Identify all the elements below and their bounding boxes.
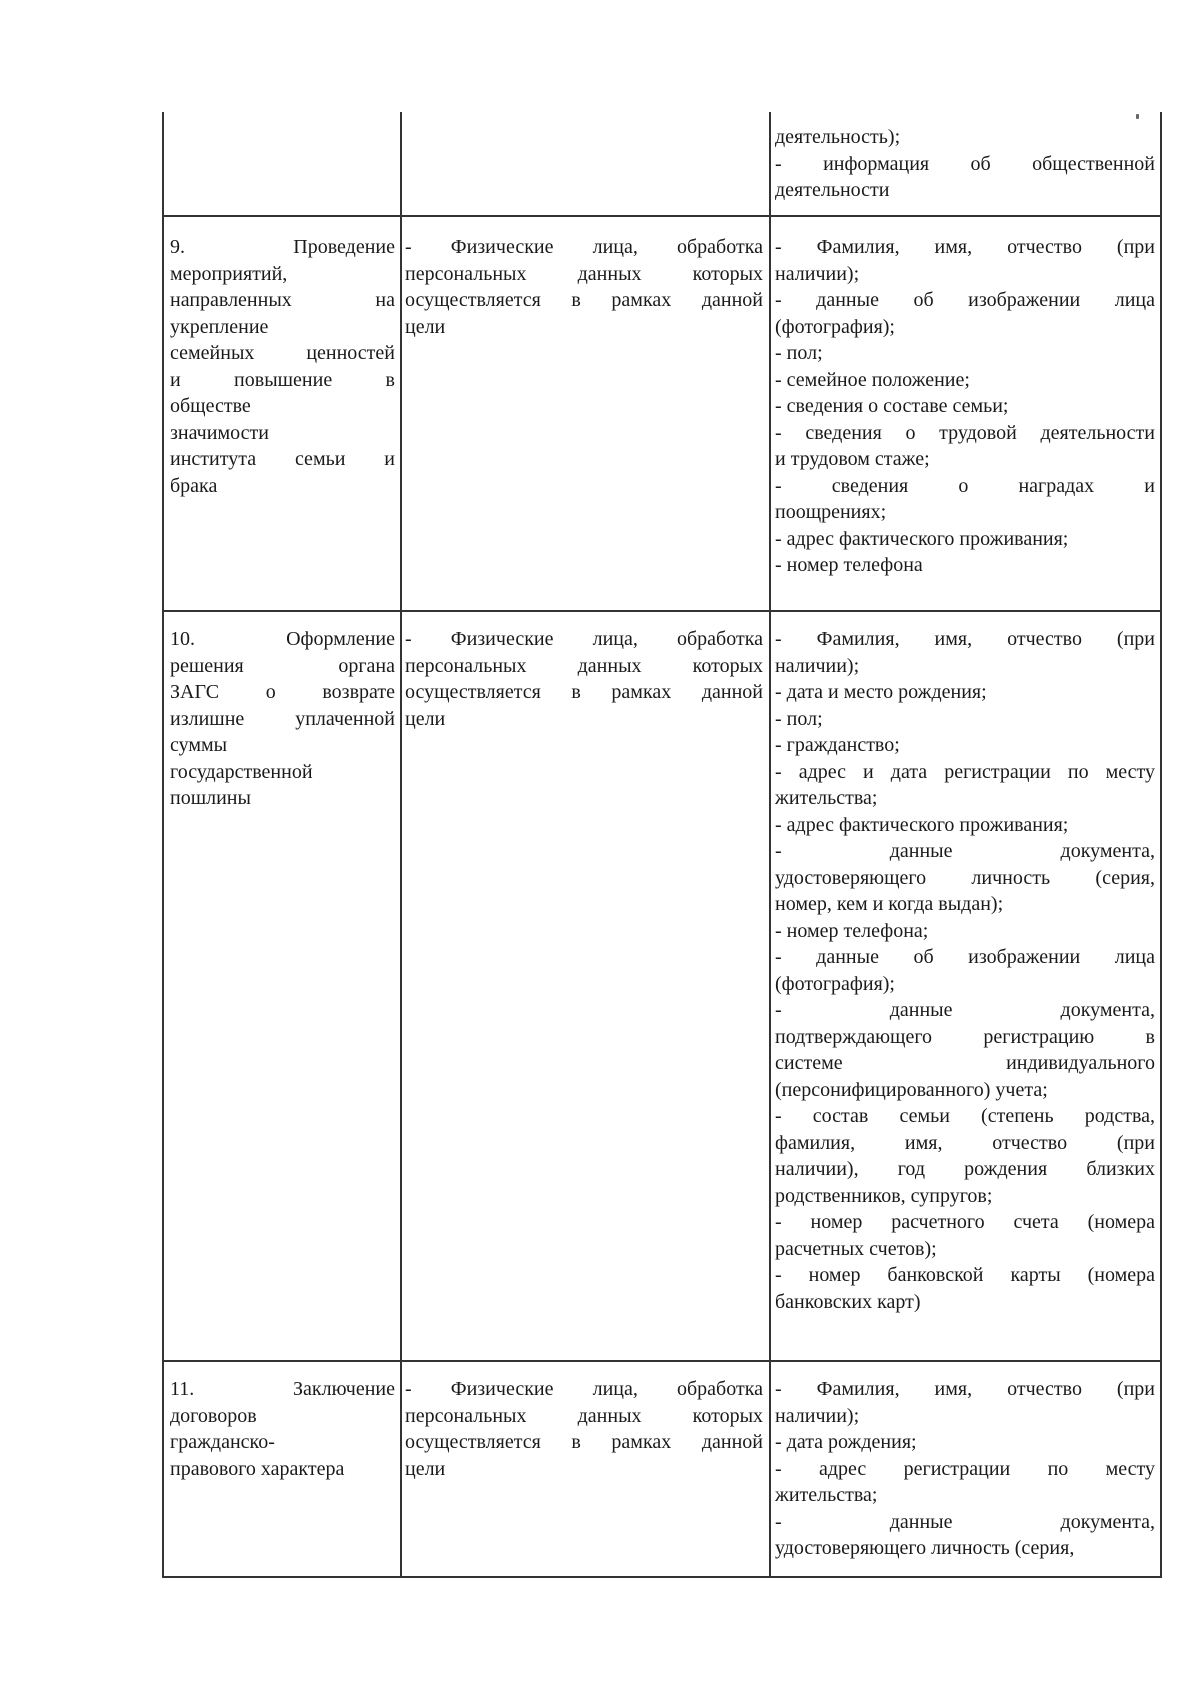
cell-line: 10. Оформление — [170, 628, 395, 650]
cell-line: - дата рождения; — [775, 1431, 917, 1453]
table-cell-data — [775, 1376, 1155, 1562]
cell-line: поощрениях; — [775, 501, 887, 523]
cell-line: - состав семьи (степень родства, — [775, 1105, 1155, 1127]
cell-line: цели — [405, 707, 446, 730]
cell-line: родственников, супругов; — [775, 1184, 993, 1207]
table-cell-purpose — [170, 1376, 395, 1482]
cell-line: номер, кем и когда выдан); — [775, 893, 1004, 915]
table-border-left — [162, 112, 164, 1578]
cell-line: - пол; — [775, 342, 823, 364]
cell-line: персональных данных которых — [405, 1404, 763, 1427]
cell-line: наличии); — [775, 1404, 860, 1427]
cell-line: - данные документа, — [775, 999, 1155, 1021]
cell-line: - информация об общественной — [775, 152, 1155, 175]
cell-line: - номер расчетного счета (номера — [775, 1211, 1155, 1233]
cell-line: брака — [170, 474, 218, 497]
cell-line: - номер телефона — [775, 554, 923, 576]
cell-line: деятельность); — [775, 126, 901, 148]
cell-line: наличии), год рождения близких — [775, 1158, 1155, 1180]
cell-line: - сведения о наградах и — [775, 474, 1155, 497]
cell-line: - номер телефона; — [775, 919, 929, 942]
cell-line: осуществляется в рамках данной — [405, 1431, 763, 1453]
cell-line: наличии); — [775, 262, 860, 285]
cell-line: жительства; — [775, 787, 878, 809]
cell-line: расчетных счетов); — [775, 1237, 937, 1260]
cell-line: (персонифицированного) учета; — [775, 1078, 1048, 1101]
table-row-divider — [162, 1360, 1162, 1362]
cell-line: гражданско- — [170, 1431, 275, 1453]
cell-line: государственной — [170, 760, 313, 783]
cell-line: семейных ценностей — [170, 342, 395, 364]
cell-line: решения органа — [170, 654, 395, 677]
cell-line: - Физические лица, обработка — [405, 628, 763, 650]
cell-line: - Физические лица, обработка — [405, 236, 763, 258]
cell-line: - Физические лица, обработка — [405, 1378, 763, 1400]
cell-line: деятельности — [775, 179, 890, 201]
cell-line: - адрес фактического проживания; — [775, 527, 1069, 550]
cell-line: значимости — [170, 421, 269, 444]
cell-line: осуществляется в рамках данной — [405, 289, 763, 311]
cell-line: - сведения о трудовой деятельности — [775, 421, 1155, 444]
cell-line: осуществляется в рамках данной — [405, 681, 763, 703]
cell-line: - сведения о составе семьи; — [775, 395, 1009, 417]
cell-line: пошлины — [170, 787, 251, 809]
cell-line: укрепление — [170, 315, 269, 338]
table-cell-data — [775, 234, 1155, 579]
cell-line: - данные об изображении лица — [775, 946, 1155, 968]
cell-line: персональных данных которых — [405, 262, 763, 285]
cell-line: удостоверяющего личность (серия, — [775, 866, 1155, 889]
cell-line: - адрес фактического проживания; — [775, 813, 1069, 836]
cell-line: жительства; — [775, 1484, 878, 1506]
cell-line: обществе — [170, 395, 251, 417]
cell-line: наличии); — [775, 654, 860, 677]
cell-line: цели — [405, 1457, 446, 1480]
cell-line: удостоверяющего личность (серия, — [775, 1537, 1075, 1559]
table-cell-subjects — [405, 626, 763, 732]
cell-line: 11. Заключение — [170, 1378, 395, 1400]
cell-line: ЗАГС о возврате — [170, 681, 395, 703]
cell-line: системе индивидуального — [775, 1052, 1155, 1074]
cell-line: - пол; — [775, 707, 823, 730]
cell-line: и трудовом стаже; — [775, 448, 930, 470]
table-column-divider — [769, 112, 771, 1578]
cell-line: - гражданство; — [775, 734, 900, 756]
cell-line: института семьи и — [170, 448, 395, 470]
cell-line: - данные об изображении лица — [775, 289, 1155, 311]
cell-line: фамилия, имя, отчество (при — [775, 1131, 1155, 1154]
table-row-divider — [162, 215, 1162, 217]
cell-line: - номер банковской карты (номера — [775, 1264, 1155, 1286]
cell-line: (фотография); — [775, 972, 895, 995]
cell-line: (фотография); — [775, 315, 895, 338]
cell-line: - адрес и дата регистрации по месту — [775, 760, 1155, 783]
cell-line: направленных на — [170, 289, 395, 311]
cell-line: банковских карт) — [775, 1290, 921, 1313]
table-column-divider — [400, 112, 402, 1578]
cell-line: цели — [405, 315, 446, 338]
table-cell-purpose — [170, 626, 395, 812]
cell-line: мероприятий, — [170, 262, 288, 285]
cell-line: - семейное положение; — [775, 368, 970, 391]
cell-line: излишне уплаченной — [170, 707, 395, 730]
cell-line: договоров — [170, 1404, 257, 1427]
table-cell-purpose — [170, 234, 395, 499]
cell-line: суммы — [170, 734, 228, 756]
table-cell-data — [775, 124, 1155, 204]
cell-line: - Фамилия, имя, отчество (при — [775, 236, 1155, 258]
table-row-divider — [162, 610, 1162, 612]
table-border-right — [1160, 112, 1162, 1578]
cell-line: - адрес регистрации по месту — [775, 1457, 1155, 1480]
cell-line: - данные документа, — [775, 1510, 1155, 1533]
table-cell-subjects — [405, 1376, 763, 1482]
cell-line: подтверждающего регистрацию в — [775, 1025, 1155, 1048]
cell-line: - Фамилия, имя, отчество (при — [775, 628, 1155, 650]
table-cell-data — [775, 626, 1155, 1315]
table-border-bottom — [162, 1576, 1162, 1578]
cell-line: - Фамилия, имя, отчество (при — [775, 1378, 1155, 1400]
page-mark — [1136, 114, 1139, 119]
cell-line: правового характера — [170, 1457, 345, 1480]
cell-line: 9. Проведение — [170, 236, 395, 258]
table-cell-subjects — [405, 234, 763, 340]
cell-line: - данные документа, — [775, 840, 1155, 862]
cell-line: и повышение в — [170, 368, 395, 391]
cell-line: - дата и место рождения; — [775, 681, 987, 703]
cell-line: персональных данных которых — [405, 654, 763, 677]
